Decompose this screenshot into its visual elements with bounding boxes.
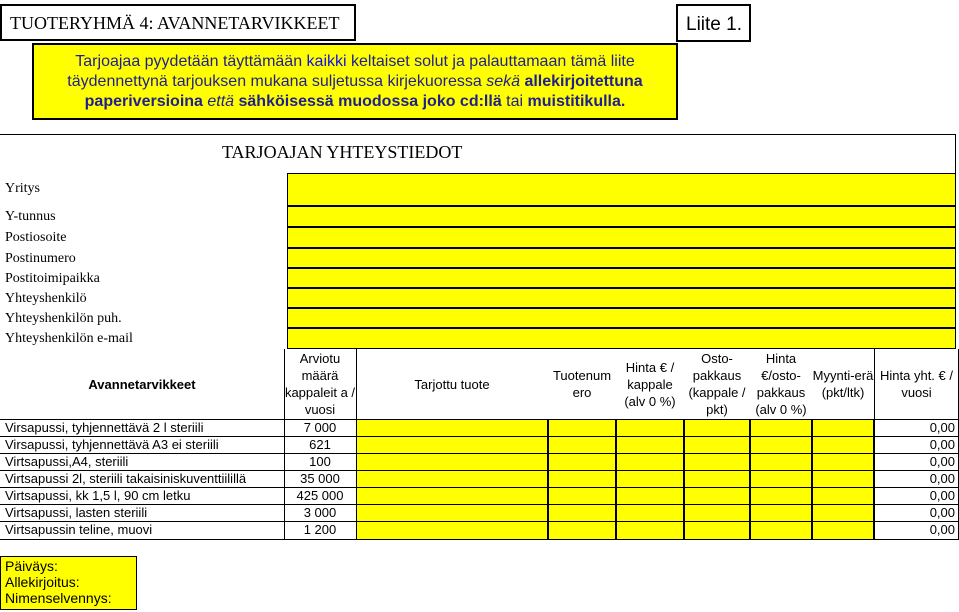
- row-3-quantity: 100: [309, 454, 331, 469]
- col-header-quantity: Arviotu määrä kappaleit a / vuosi: [284, 351, 356, 417]
- postcode-input[interactable]: [287, 248, 956, 268]
- name-clarification-label: Nimenselvennys:: [5, 590, 112, 606]
- table-divider: [0, 419, 959, 420]
- row-7-total: 0,00: [929, 522, 955, 537]
- table-divider: [356, 349, 357, 540]
- contact-label-email: Yhteyshenkilön e-mail: [5, 331, 133, 346]
- table-divider: [0, 453, 959, 454]
- row-5-quantity: 425 000: [296, 488, 344, 503]
- table-divider: [284, 349, 285, 540]
- row-7-product: Virtsapussin teline, muovi: [5, 522, 153, 537]
- contact-label-postcode: Postinumero: [5, 251, 76, 266]
- col-header-product: Avannetarvikkeet: [88, 376, 196, 392]
- row-3-total: 0,00: [929, 454, 955, 469]
- contact-person-input[interactable]: [287, 288, 956, 308]
- row-1-total: 0,00: [929, 420, 955, 435]
- notice-text-2: keltaiset solut ja palauttamaan tämä liite täydennettynä tarjouksen mukana suljetussa kirjekuoressa: [67, 53, 635, 90]
- notice-text-4: sähköisessä muodossa joko cd:llä: [234, 93, 507, 110]
- page-title-text: TUOTERYHMÄ 4: AVANNETARVIKKEET: [10, 13, 340, 33]
- product-table: [0, 349, 959, 550]
- date-label: Päiväys:: [5, 558, 58, 574]
- contact-label-street: Postiosoite: [5, 230, 67, 245]
- col-header-offered-product: Tarjottu tuote: [414, 376, 490, 392]
- col-header-pack-price: Hinta €/osto-pakkaus (alv 0 %): [755, 351, 807, 417]
- attachment-text: Liite 1.: [686, 14, 742, 35]
- col-header-product-number: Tuotenum ero: [552, 368, 612, 400]
- signature-box[interactable]: [0, 556, 137, 610]
- city-input[interactable]: [287, 268, 956, 288]
- row-5-product: Virtsapussi, kk 1,5 l, 90 cm letku: [5, 488, 191, 503]
- notice-text-3: allekirjoitettuna paperiversioina: [84, 73, 643, 110]
- contact-label-business-id: Y-tunnus: [5, 209, 56, 224]
- row-4-total: 0,00: [929, 471, 955, 486]
- row-4-quantity: 35 000: [300, 471, 340, 486]
- row-5-total: 0,00: [929, 488, 955, 503]
- signature-label: Allekirjoitus:: [5, 574, 80, 590]
- row-6-total: 0,00: [929, 505, 955, 520]
- row-7-quantity: 1 200: [303, 522, 337, 537]
- table-divider: [0, 436, 959, 437]
- page-title: [0, 4, 356, 41]
- row-2-quantity: 621: [309, 437, 331, 452]
- col-header-sales-unit: Myynti-erä (pkt/ltk): [812, 368, 874, 400]
- company-input[interactable]: [287, 173, 956, 206]
- row-2-total: 0,00: [929, 437, 955, 452]
- business-id-input[interactable]: [287, 206, 956, 227]
- notice-emphasis-both: että: [207, 93, 235, 110]
- contact-label-contact-person: Yhteyshenkilö: [5, 291, 87, 306]
- contact-section-title: TARJOAJAN YHTEYSTIEDOT: [222, 142, 463, 162]
- row-6-quantity: 3 000: [303, 505, 337, 520]
- contact-label-city: Postitoimipaikka: [5, 271, 100, 286]
- row-4-product: Virtsapussi 2l, steriili takaisiniskuventtiilillä: [5, 471, 247, 486]
- col-header-purchase-pack: Osto-pakkaus (kappale / pkt): [688, 351, 746, 417]
- email-input[interactable]: [287, 328, 956, 349]
- table-divider: [0, 539, 959, 540]
- notice-text-1: Tarjoajaa pyydetään täyttämään: [75, 53, 307, 70]
- table-divider: [0, 504, 959, 505]
- row-3-product: Virtsapussi,A4, steriili: [5, 454, 129, 469]
- attachment-label: [676, 4, 751, 42]
- row-1-quantity: 7 000: [303, 420, 337, 435]
- notice-emphasis-all: kaikki: [306, 53, 347, 70]
- table-divider: [874, 349, 875, 540]
- row-1-product: Virsapussi, tyhjennettävä 2 l steriili: [5, 420, 204, 435]
- contact-label-company: Yritys: [5, 181, 40, 196]
- notice-emphasis-also: sekä: [486, 73, 520, 90]
- col-header-yearly-total: Hinta yht. € / vuosi: [880, 368, 953, 400]
- col-header-unit-price: Hinta € / kappale (alv 0 %): [624, 359, 676, 409]
- contact-label-phone: Yhteyshenkilön puh.: [5, 311, 122, 326]
- notice-text-5: muistitikulla.: [523, 93, 626, 110]
- street-input[interactable]: [287, 227, 956, 248]
- table-divider: [0, 521, 959, 522]
- row-2-product: Virsapussi, tyhjennettävä A3 ei steriili: [5, 437, 219, 452]
- table-divider: [0, 470, 959, 471]
- row-6-product: Virtsapussi, lasten steriili: [5, 505, 148, 520]
- notice-text-or: tai: [506, 93, 524, 110]
- table-divider: [0, 487, 959, 488]
- phone-input[interactable]: [287, 308, 956, 328]
- instructions-notice: [32, 43, 678, 120]
